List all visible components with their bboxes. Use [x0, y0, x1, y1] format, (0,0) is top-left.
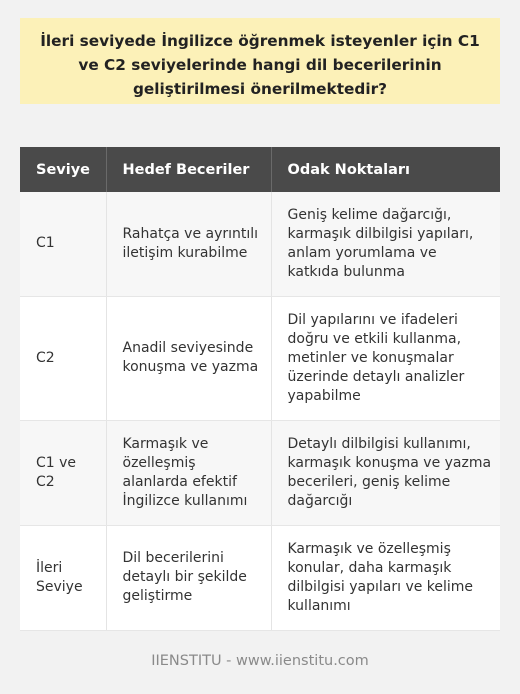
cell-level: İleri Seviye — [20, 525, 106, 630]
table-row — [20, 525, 500, 630]
cell-focus-points: Geniş kelime dağarcığı, karmaşık dilbilgisi yapıları, anlam yorumlama ve katkıda bulunma — [271, 192, 500, 296]
header-hedef-beceriler: Hedef Beceriler — [106, 147, 271, 192]
page-title: İleri seviyede İngilizce öğrenmek isteyenler için C1 ve C2 seviyelerinde hangi dil becerilerinin geliştirilmesi önerilmektedir? — [40, 32, 480, 98]
footer-credit: IIENSTITU - www.iienstitu.com — [151, 653, 369, 669]
cell-target-skills: Karmaşık ve özelleşmiş alanlarda efektif İngilizce kullanımı — [106, 420, 271, 525]
table-row — [20, 420, 500, 525]
table-header-row — [20, 147, 500, 192]
skills-table — [20, 147, 500, 631]
cell-level: C1 — [20, 192, 106, 296]
table-row — [20, 192, 500, 296]
cell-focus-points: Karmaşık ve özelleşmiş konular, daha karmaşık dilbilgisi yapıları ve kelime kullanımı — [271, 525, 500, 630]
title-banner — [20, 18, 500, 104]
header-seviye: Seviye — [20, 147, 106, 192]
cell-level: C2 — [20, 296, 106, 420]
header-odak-noktalari: Odak Noktaları — [271, 147, 500, 192]
table-row — [20, 296, 500, 420]
cell-level: C1 ve C2 — [20, 420, 106, 525]
cell-target-skills: Dil becerilerini detaylı bir şekilde geliştirme — [106, 525, 271, 630]
cell-focus-points: Detaylı dilbilgisi kullanımı, karmaşık konuşma ve yazma becerileri, geniş kelime dağarcığı — [271, 420, 500, 525]
cell-target-skills: Rahatça ve ayrıntılı iletişim kurabilme — [106, 192, 271, 296]
cell-focus-points: Dil yapılarını ve ifadeleri doğru ve etkili kullanma, metinler ve konuşmalar üzerinde detaylı analizler yapabilme — [271, 296, 500, 420]
cell-target-skills: Anadil seviyesinde konuşma ve yazma — [106, 296, 271, 420]
